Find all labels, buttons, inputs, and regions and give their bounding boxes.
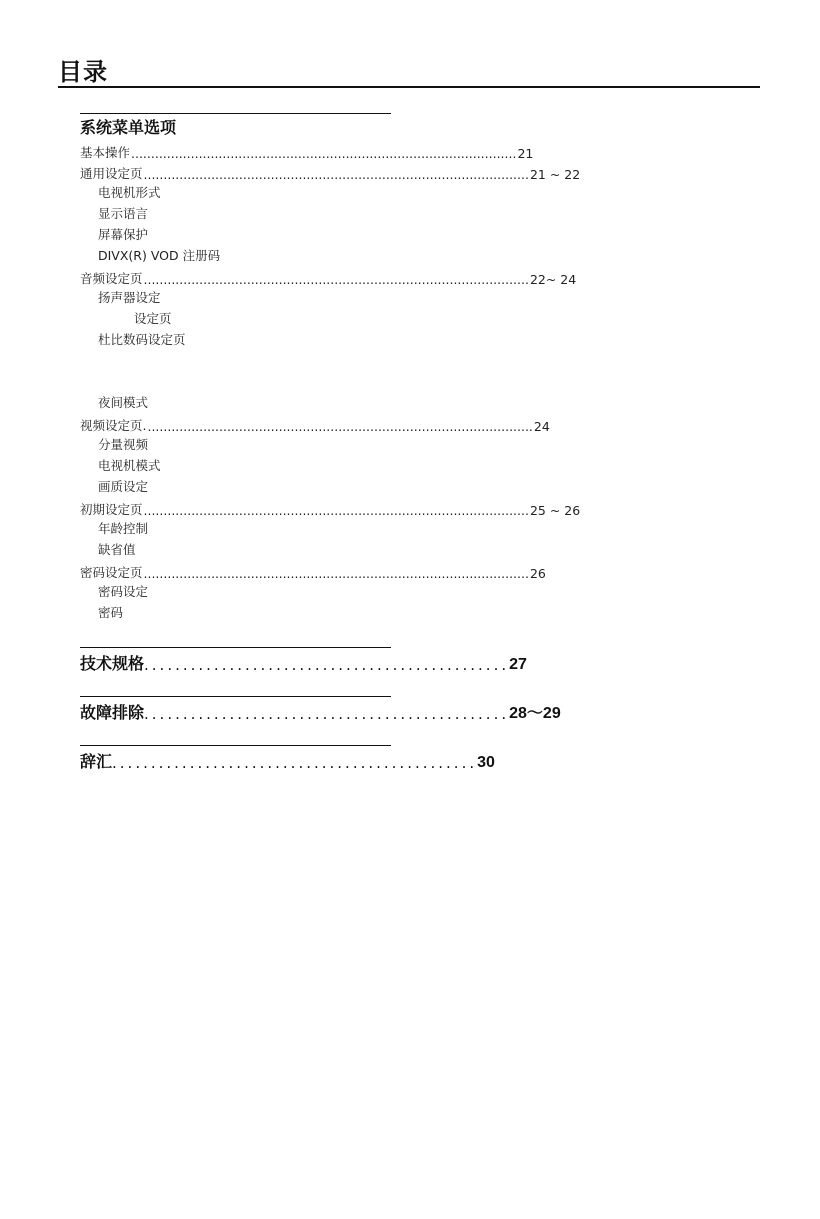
toc-subentry[interactable]: 画质设定 bbox=[98, 479, 149, 494]
toc-entry-label: 基本操作 bbox=[80, 145, 131, 160]
leader-dots: ................................................................................................. bbox=[147, 419, 533, 434]
leader-dots: ................................................................................................. bbox=[143, 272, 529, 287]
toc-subentry[interactable]: 扬声器设定 bbox=[98, 290, 161, 305]
toc-entry-label: 密码设定页 bbox=[80, 565, 143, 580]
toc-entry-video-setup[interactable] bbox=[80, 413, 550, 434]
toc-subentry[interactable]: 杜比数码设定页 bbox=[98, 332, 186, 347]
toc-subentry[interactable]: 密码 bbox=[98, 605, 124, 620]
toc-subentry[interactable]: 屏幕保护 bbox=[98, 227, 149, 242]
leader-dots: ............................................... bbox=[144, 705, 510, 723]
toc-subentry[interactable]: 年龄控制 bbox=[98, 521, 149, 536]
blank-space bbox=[80, 350, 391, 392]
toc-entry-label: 视频设定页. bbox=[80, 418, 147, 433]
leader-dots: ............................................... bbox=[112, 754, 478, 772]
table-of-contents bbox=[80, 113, 581, 772]
toc-subentry[interactable]: 夜间模式 bbox=[98, 395, 149, 410]
toc-entry-page: 25 ~ 26 bbox=[529, 503, 581, 518]
leader-dots: ................................................................................................. bbox=[143, 167, 529, 182]
section-heading: 系统菜单选项 bbox=[80, 118, 177, 137]
toc-major-troubleshooting[interactable] bbox=[80, 696, 561, 723]
toc-major-page: 30 bbox=[477, 754, 495, 771]
toc-entry-label: 音频设定页 bbox=[80, 271, 143, 286]
toc-subentry[interactable]: 电视机形式 bbox=[98, 185, 161, 200]
title-divider bbox=[58, 86, 760, 88]
leader-dots: ............................................... bbox=[144, 656, 510, 674]
toc-entry-password-setup[interactable] bbox=[80, 560, 546, 581]
toc-entry-page: 26 bbox=[529, 566, 546, 581]
leader-dots: ................................................................................................. bbox=[143, 503, 529, 518]
toc-subentry[interactable]: 设定页 bbox=[134, 311, 172, 326]
toc-major-specifications[interactable] bbox=[80, 647, 527, 674]
toc-entry-page: 21 bbox=[517, 146, 534, 161]
toc-entry-basic-operation[interactable] bbox=[80, 140, 534, 161]
leader-dots: ................................................................................................. bbox=[131, 146, 517, 161]
toc-subentry[interactable]: 缺省值 bbox=[98, 542, 136, 557]
toc-entry-preference-setup[interactable] bbox=[80, 497, 581, 518]
toc-entry-general-setup[interactable] bbox=[80, 161, 581, 182]
toc-major-glossary[interactable] bbox=[80, 745, 495, 772]
leader-dots: ................................................................................................. bbox=[143, 566, 529, 581]
toc-entry-page: 21 ~ 22 bbox=[529, 167, 581, 182]
toc-major-label: 辞汇 bbox=[80, 752, 113, 771]
toc-entry-audio-setup[interactable] bbox=[80, 266, 577, 287]
toc-subentry[interactable]: 分量视频 bbox=[98, 437, 149, 452]
toc-subentry[interactable]: DIVX(R) VOD 注册码 bbox=[98, 248, 221, 263]
toc-major-page: 27 bbox=[509, 656, 527, 673]
toc-entry-label: 初期设定页 bbox=[80, 502, 143, 517]
toc-major-label: 故障排除 bbox=[80, 703, 145, 722]
toc-subentry[interactable]: 电视机模式 bbox=[98, 458, 161, 473]
toc-entry-page: 22~ 24 bbox=[529, 272, 577, 287]
toc-major-label: 技术规格 bbox=[80, 654, 145, 673]
section-divider bbox=[80, 113, 391, 114]
toc-subentry[interactable]: 密码设定 bbox=[98, 584, 149, 599]
toc-subentry[interactable]: 显示语言 bbox=[98, 206, 149, 221]
page-title: 目录 bbox=[58, 58, 108, 86]
toc-entry-label: 通用设定页 bbox=[80, 166, 143, 181]
toc-major-page: 28～29 bbox=[509, 705, 561, 722]
toc-entry-page: 24 bbox=[533, 419, 550, 434]
